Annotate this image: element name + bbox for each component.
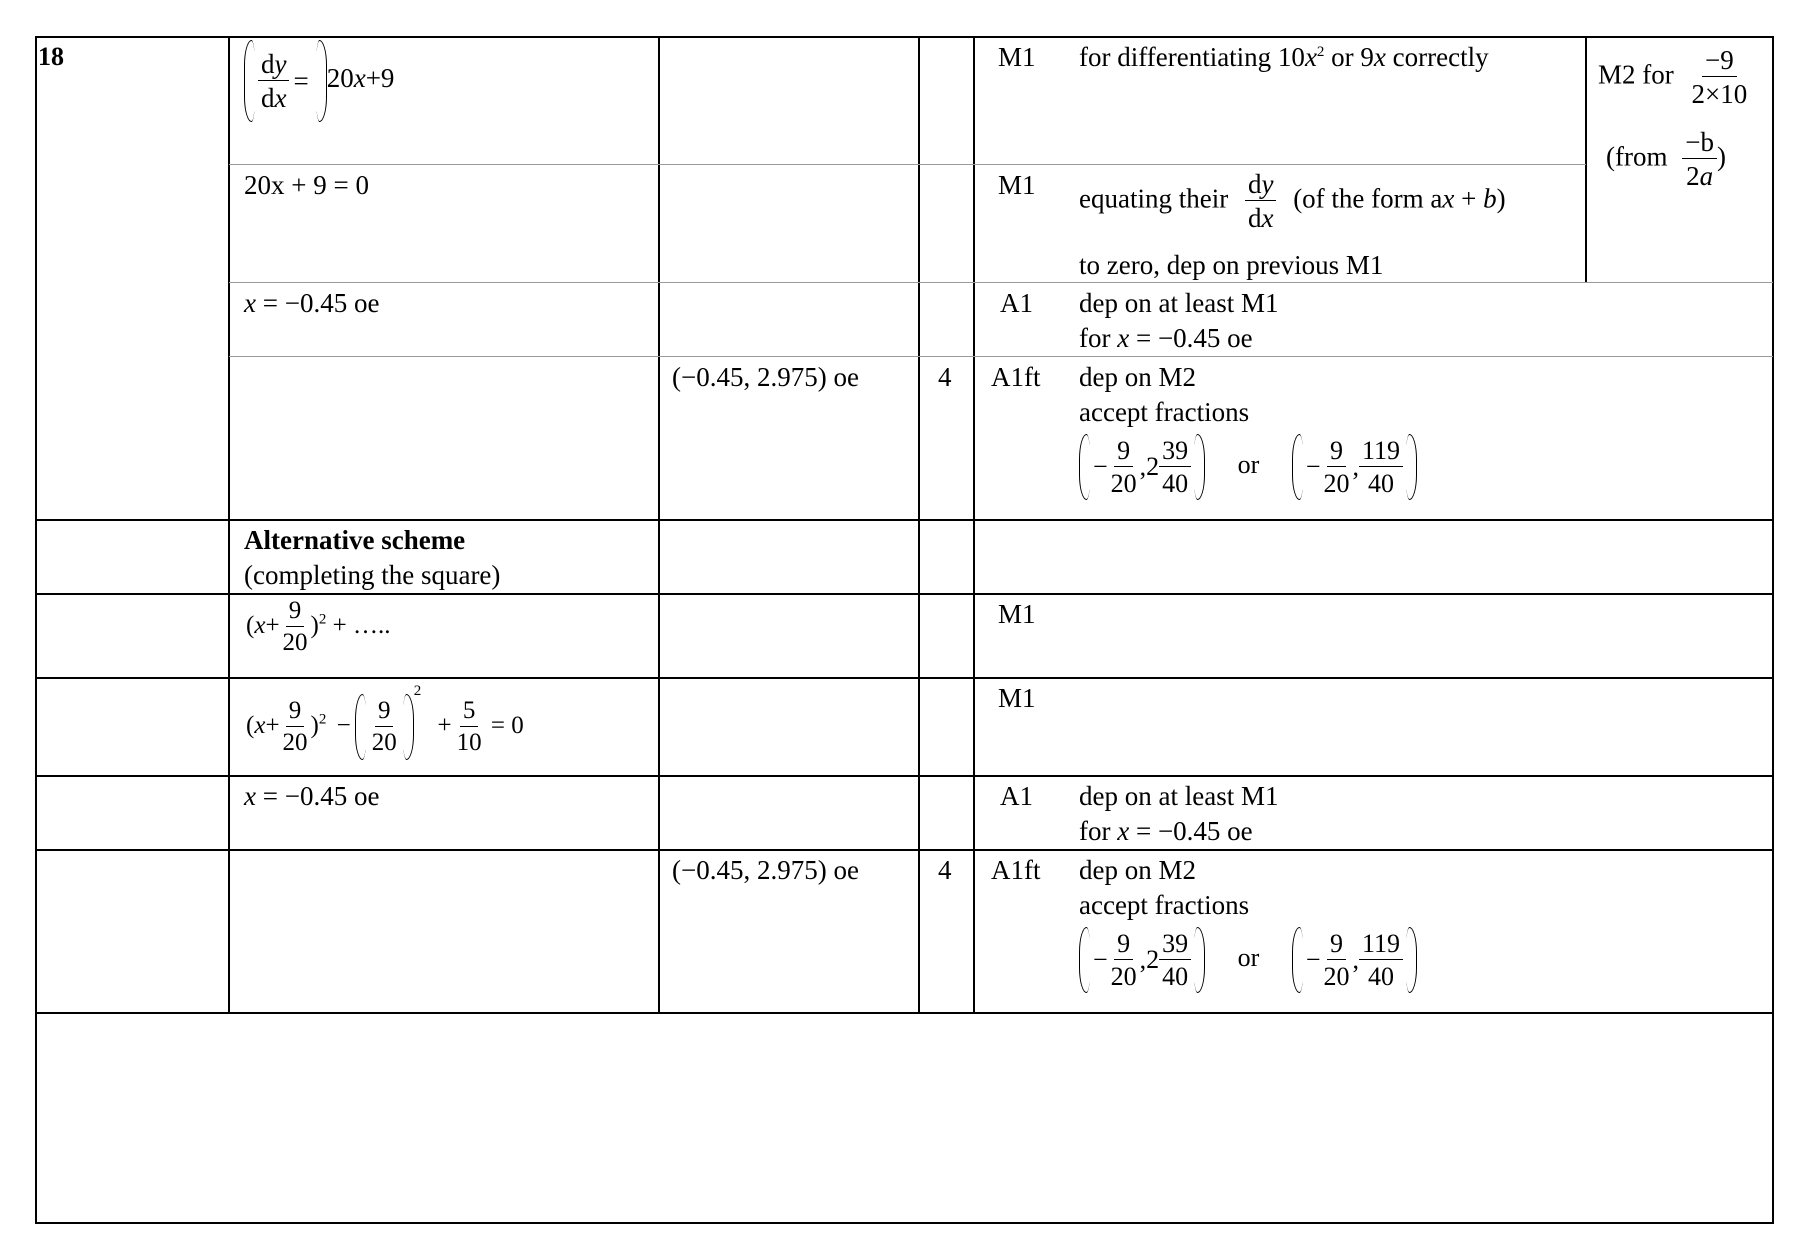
row-line-3 [229, 356, 1773, 357]
note-r2: equating their $\frac{dy}{dx}$ (of the form ax + b) [1079, 169, 1506, 234]
equals-sign: = [293, 65, 309, 96]
answer-r4: (−0.45, 2.975) oe [672, 362, 859, 392]
col-line-1 [228, 36, 230, 1014]
derivative-coefficient: 20 [326, 63, 354, 94]
note-r3-line1: dep on at least M1 [1079, 288, 1279, 318]
m2-side-note: M2 for $\frac{-9}{2\times 10}$ [1598, 45, 1748, 110]
total-marks-r4: 4 [938, 362, 952, 392]
note-r2-line2: to zero, dep on previous M1 [1079, 250, 1384, 280]
note-r8-line2: for x = −0.45 oe [1079, 816, 1253, 846]
col-line-side [1585, 36, 1587, 282]
table-border-bottom [35, 1222, 1774, 1224]
note-r1: for differentiating $10x^2$ or 9x correctly [1079, 42, 1489, 72]
row-line-2 [229, 282, 1773, 283]
equation-working-r2: 20x + 9 = 0 [244, 170, 369, 200]
completing-square-r6: (x+ $\frac{9}{20}$ )$^2$ + ….. [246, 597, 391, 657]
row-line-6 [35, 677, 1774, 679]
mark-r8: A1 [1000, 781, 1033, 811]
x-value-working-r8: x = −0.45 oe [244, 781, 380, 811]
row-line-1 [229, 164, 1586, 165]
row-line-7 [35, 775, 1774, 777]
mark-r6: M1 [998, 599, 1036, 629]
mark-r9: A1ft [991, 855, 1041, 885]
question-number: 18 [38, 42, 64, 71]
mark-r4: A1ft [991, 362, 1041, 392]
completing-square-r7: (x+ $\frac{9}{20}$ )$^2$ − $\frac{9}{20}$ $^2$ + $\frac{5}{10}$ = 0 [246, 684, 524, 760]
note-r8-line1: dep on at least M1 [1079, 781, 1279, 811]
answer-r9: (−0.45, 2.975) oe [672, 855, 859, 885]
from-formula-note: (from $\frac{-b}{2a}$ ) [1606, 127, 1726, 192]
alternative-scheme-title: Alternative scheme [244, 525, 466, 555]
fraction-answers-r4: − $\frac{9}{20}$ , 2 $\frac{39}{40}$ or − $\frac{9}{20}$ , $\frac{119}{40}$ [1079, 434, 1417, 500]
alternative-scheme-subtitle: (completing the square) [244, 560, 501, 590]
table-border-right [1772, 36, 1774, 1224]
col-line-2 [658, 36, 660, 1014]
total-marks-r9: 4 [938, 855, 952, 885]
x-value-working-r3: x = −0.45 oe [244, 288, 380, 318]
row-line-8 [35, 849, 1774, 851]
col-line-3 [918, 36, 920, 1014]
row-line-9 [35, 1012, 1774, 1014]
mark-r7: M1 [998, 683, 1036, 713]
fraction-answers-r9: − $\frac{9}{20}$ , 2 $\frac{39}{40}$ or − $\frac{9}{20}$ , $\frac{119}{40}$ [1079, 927, 1417, 993]
derivative-working: $\frac{dy}{dx}$ = 20x+9 [244, 40, 394, 122]
col-line-4 [973, 36, 975, 1014]
table-border-top [35, 36, 1774, 38]
note-r4-line1: dep on M2 [1079, 362, 1196, 392]
note-r4-line2: accept fractions [1079, 397, 1250, 427]
row-line-5 [35, 593, 1774, 595]
table-border-left [35, 36, 37, 1224]
note-r9-line1: dep on M2 [1079, 855, 1196, 885]
mark-r1: M1 [998, 42, 1036, 72]
derivative-constant: +9 [365, 63, 395, 94]
mark-r3: A1 [1000, 288, 1033, 318]
row-line-4 [35, 519, 1774, 521]
note-r9-line2: accept fractions [1079, 890, 1250, 920]
note-r3-line2: for x = −0.45 oe [1079, 323, 1253, 353]
mark-r2: M1 [998, 170, 1036, 200]
